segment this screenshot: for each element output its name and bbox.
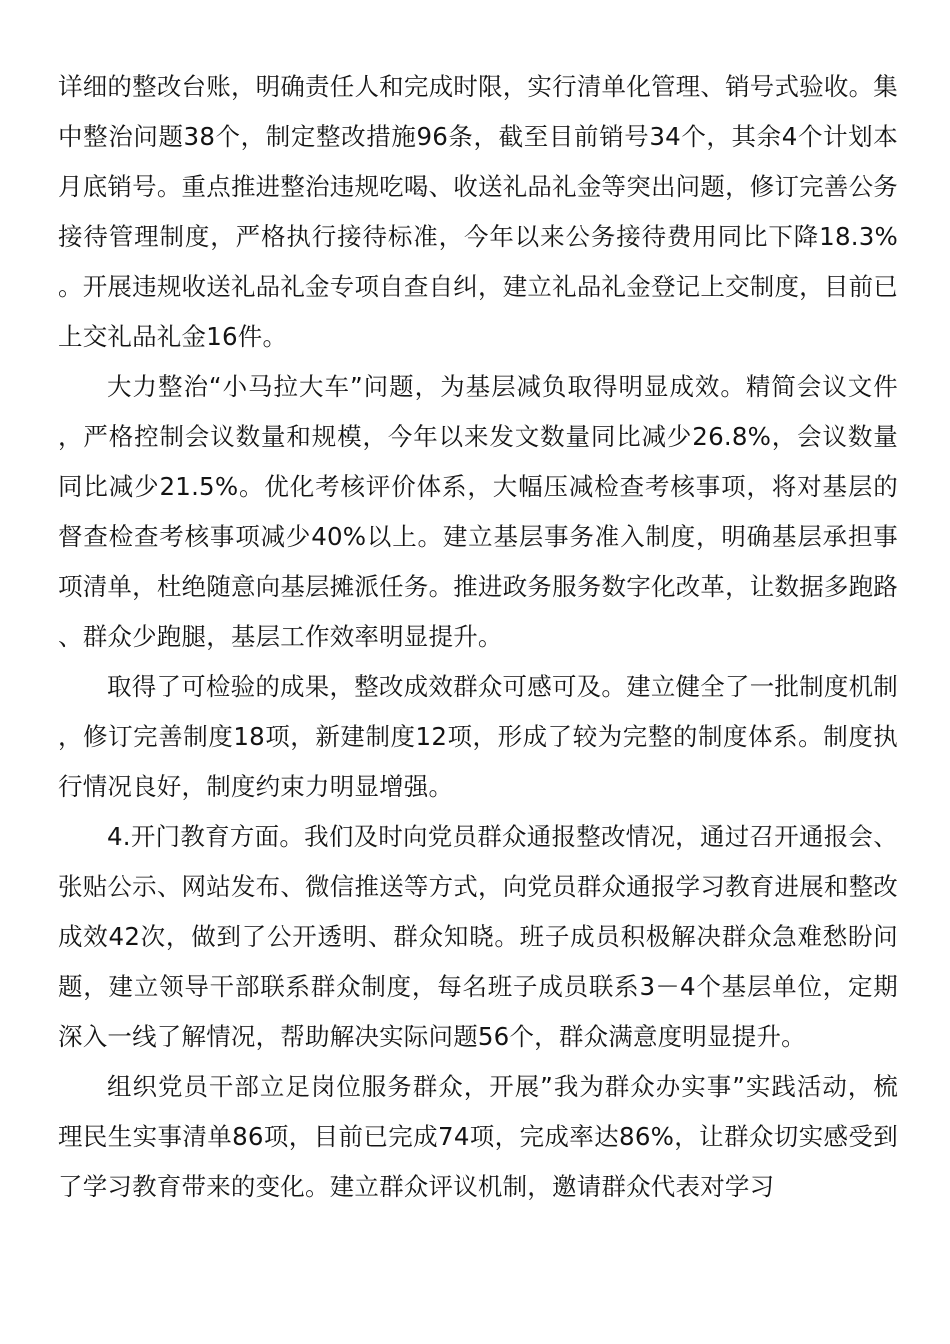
paragraph-serve-masses: 组织党员干部立足岗位服务群众，开展”我为群众办实事”实践活动，梳理民生实事清单86项，目前已完成74项，完成率达86%，让群众切实感受到了学习教育带来的变化。建立群众评议机制，邀请群众代表对学习	[58, 1072, 898, 1201]
paragraph-open-education: 4.开门教育方面。我们及时向党员群众通报整改情况，通过召开通报会、张贴公示、网站发布、微信推送等方式，向党员群众通报学习教育进展和整改成效42次，做到了公开透明、群众知晓。班子成员积极解决群众急难愁盼问题，建立领导干部联系群众制度，每名班子成员联系3－4个基层单位，定期深入一线了解情况，帮助解决实际问题56个，群众满意度明显提升。	[58, 822, 898, 1051]
paragraph-burden-reduction: 大力整治“小马拉大车”问题，为基层减负取得明显成效。精简会议文件，严格控制会议数量和规模，今年以来发文数量同比减少26.8%，会议数量同比减少21.5%。优化考核评价体系，大幅压减检查考核事项，将对基层的督查检查考核事项减少40%以上。建立基层事务准入制度，明确基层承担事项清单，杜绝随意向基层摊派任务。推进政务服务数字化改革，让数据多跑路、群众少跑腿，基层工作效率明显提升。	[58, 372, 898, 651]
paragraph-continuation: 详细的整改台账，明确责任人和完成时限，实行清单化管理、销号式验收。集中整治问题38个，制定整改措施96条，截至目前销号34个，其余4个计划本月底销号。重点推进整治违规吃喝、收送礼品礼金等突出问题，修订完善公务接待管理制度，严格执行接待标准，今年以来公务接待费用同比下降18.3%。开展违规收送礼品礼金专项自查自纠，建立礼品礼金登记上交制度，目前已上交礼品礼金16件。	[58, 72, 898, 351]
paragraph-results: 取得了可检验的成果，整改成效群众可感可及。建立健全了一批制度机制，修订完善制度18项，新建制度12项，形成了较为完整的制度体系。制度执行情况良好，制度约束力明显增强。	[58, 672, 898, 801]
